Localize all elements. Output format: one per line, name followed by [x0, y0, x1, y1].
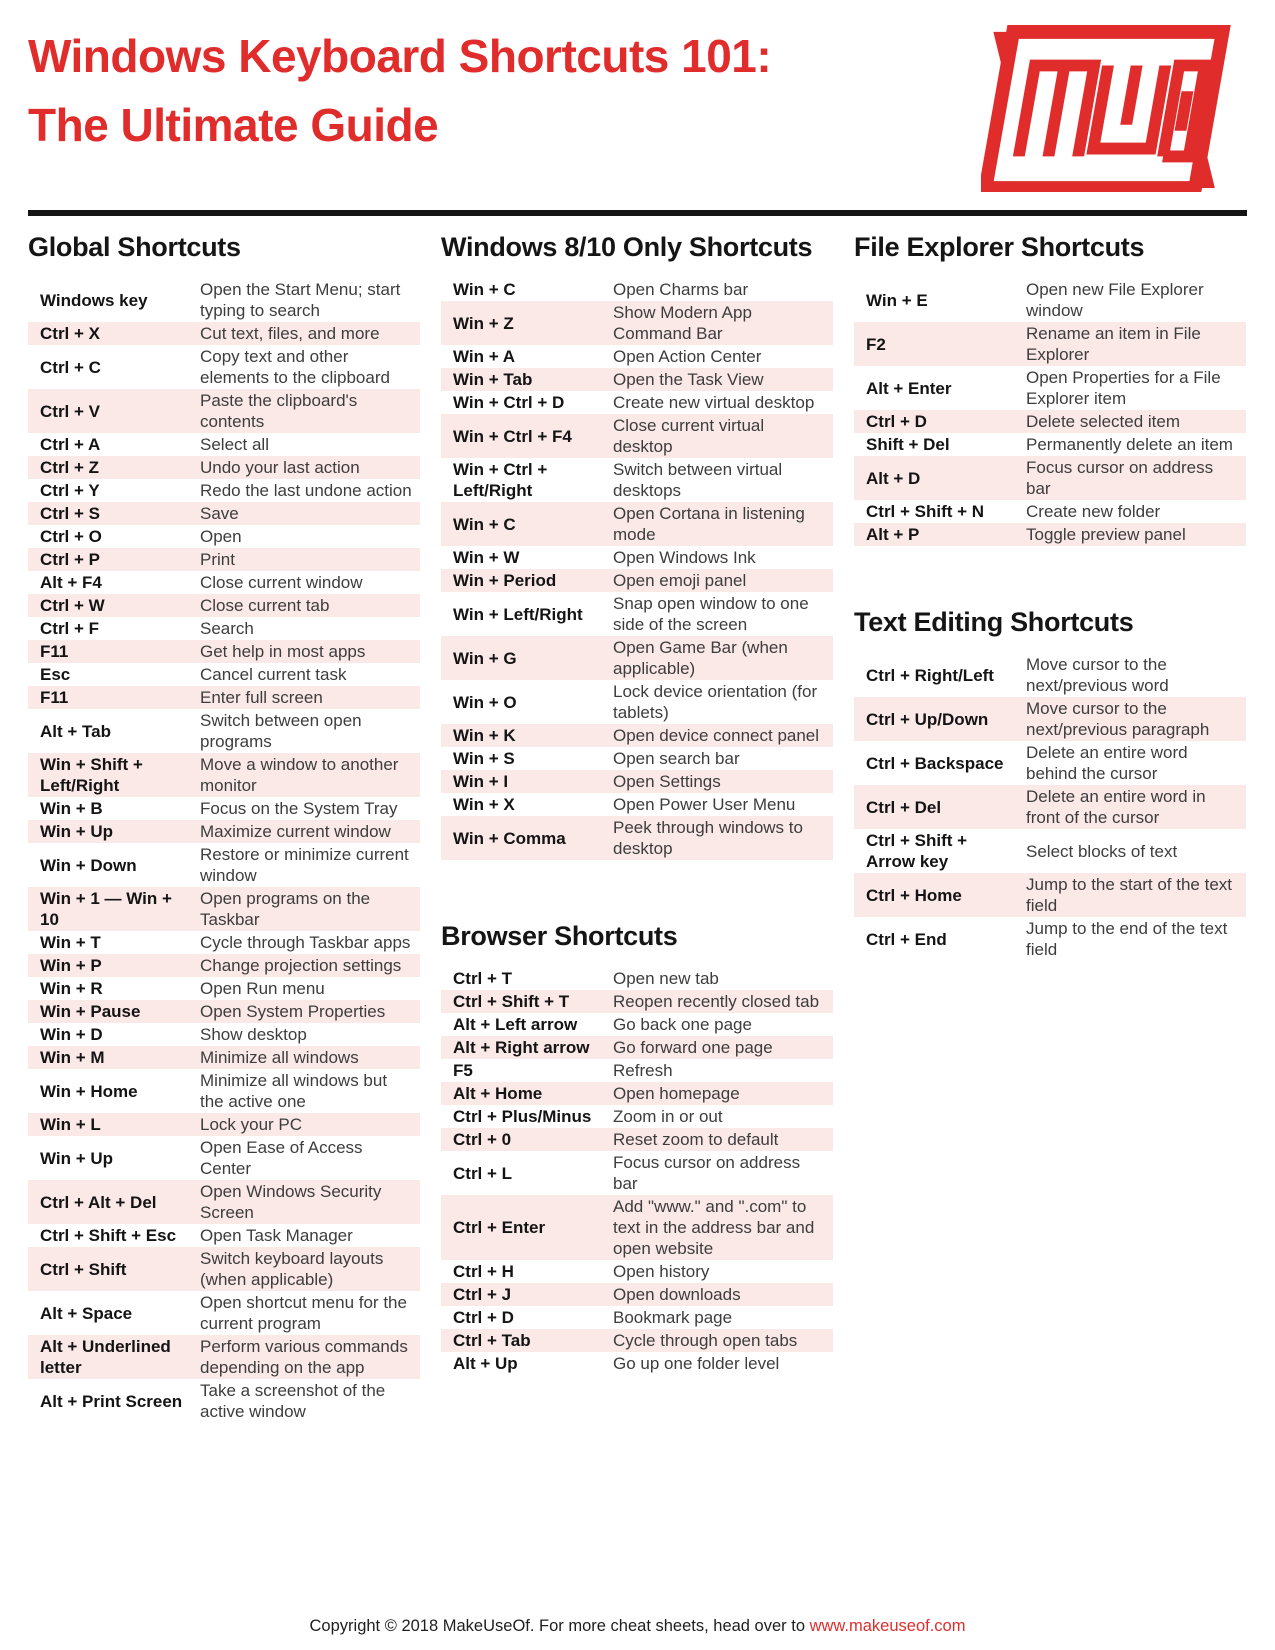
shortcut-action: Go up one folder level: [613, 1354, 780, 1373]
shortcut-action: Open Charms bar: [613, 280, 749, 299]
page-header: [28, 0, 1247, 197]
shortcut-keys: Win + Up: [40, 1148, 114, 1168]
shortcut-keys: Win + Ctrl + F4: [453, 426, 572, 446]
shortcut-row: [28, 977, 420, 1000]
shortcut-row: [854, 366, 1246, 410]
shortcut-row: [28, 686, 420, 709]
shortcut-row: [28, 931, 420, 954]
shortcut-action: Cancel current task: [200, 665, 347, 684]
shortcut-action: Permanently delete an item: [1026, 435, 1233, 454]
shortcut-action: Lock your PC: [200, 1115, 303, 1134]
shortcut-action: Paste the clipboard's contents: [200, 391, 358, 431]
shortcut-action: Open programs on the Taskbar: [200, 889, 371, 929]
shortcut-row: [28, 1335, 420, 1379]
shortcut-row: [441, 1306, 833, 1329]
shortcut-row: [28, 1224, 420, 1247]
shortcut-keys: Win + R: [40, 979, 103, 998]
shortcut-action: Lock device orientation (for tablets): [613, 682, 818, 722]
shortcut-action: Close current virtual desktop: [613, 416, 765, 456]
shortcut-action: Open device connect panel: [613, 726, 820, 745]
shortcut-action: Open Cortana in listening mode: [613, 504, 805, 544]
shortcut-action: Restore or minimize current window: [200, 845, 409, 885]
muo-logo-icon: [981, 24, 1243, 192]
shortcut-action: Open Properties for a File Explorer item: [1026, 368, 1221, 408]
shortcut-keys: Ctrl + Up/Down: [866, 709, 989, 729]
shortcut-row: [28, 753, 420, 797]
shortcut-row: [441, 724, 833, 747]
shortcut-keys: Win + M: [40, 1048, 105, 1067]
shortcut-row: [28, 663, 420, 686]
shortcut-keys: Win + Z: [453, 313, 514, 333]
shortcut-action: Copy text and other elements to the clipboard: [200, 347, 390, 387]
shortcut-action: Show Modern App Command Bar: [613, 303, 752, 343]
shortcut-row: [28, 389, 420, 433]
shortcut-row: [441, 1260, 833, 1283]
shortcut-action: Open Windows Security Screen: [200, 1182, 382, 1222]
section-heading: Text Editing Shortcuts: [854, 607, 1134, 637]
shortcut-keys: Win + E: [866, 290, 928, 310]
shortcut-keys: Win + T: [40, 933, 101, 952]
shortcut-action: Bookmark page: [613, 1308, 733, 1327]
shortcut-keys: Ctrl + A: [40, 435, 101, 454]
shortcut-action: Jump to the end of the text field: [1026, 919, 1228, 959]
shortcut-action: Cycle through Taskbar apps: [200, 933, 411, 952]
shortcut-action: Take a screenshot of the active window: [200, 1381, 386, 1421]
shortcut-action: Reopen recently closed tab: [613, 992, 820, 1011]
shortcut-action: Enter full screen: [200, 688, 323, 707]
shortcut-action: Focus cursor on address bar: [613, 1153, 801, 1193]
shortcut-keys: Alt + Left arrow: [453, 1015, 578, 1034]
shortcut-row: [441, 278, 833, 301]
shortcut-row: [441, 1329, 833, 1352]
shortcut-action: Move cursor to the next/previous word: [1026, 655, 1169, 695]
shortcut-action: Go back one page: [613, 1015, 752, 1034]
shortcut-action: Open Settings: [613, 772, 721, 791]
shortcut-keys: Win + W: [453, 548, 520, 567]
shortcut-action: Move a window to another monitor: [200, 755, 399, 795]
shortcut-keys: Alt + Up: [453, 1354, 518, 1373]
shortcut-keys: Win + Up: [40, 822, 114, 841]
shortcut-row: [854, 410, 1246, 433]
footer-link[interactable]: www.makeuseof.com: [809, 1617, 966, 1635]
shortcut-keys: Windows key: [40, 290, 148, 310]
shortcut-action: Create new virtual desktop: [613, 393, 815, 412]
shortcut-row: [854, 278, 1246, 322]
shortcut-row: [854, 785, 1246, 829]
shortcut-row: [441, 592, 833, 636]
page-title-line1: Windows Keyboard Shortcuts 101:: [28, 30, 772, 82]
shortcut-keys: Win + L: [40, 1115, 101, 1134]
shortcut-action: Open downloads: [613, 1285, 741, 1304]
shortcut-row: [854, 523, 1246, 546]
shortcut-row: [28, 617, 420, 640]
shortcut-action: Open shortcut menu for the current program: [200, 1293, 407, 1333]
shortcut-row: [441, 990, 833, 1013]
shortcut-row: [441, 569, 833, 592]
shortcut-row: [28, 479, 420, 502]
shortcut-action: Open Ease of Access Center: [200, 1138, 363, 1178]
shortcut-row: [441, 1195, 833, 1260]
shortcut-row: [28, 1247, 420, 1291]
shortcut-action: Get help in most apps: [200, 642, 366, 661]
shortcut-row: [28, 954, 420, 977]
shortcut-keys: Esc: [40, 665, 71, 684]
shortcut-row: [28, 1113, 420, 1136]
shortcut-keys: Ctrl + Plus/Minus: [453, 1107, 592, 1126]
shortcut-keys: Ctrl + Y: [40, 481, 100, 500]
shortcut-action: Reset zoom to default: [613, 1130, 779, 1149]
shortcut-keys: Alt + P: [866, 525, 920, 544]
shortcut-keys: Alt + D: [866, 468, 921, 488]
shortcut-keys: Win + P: [40, 956, 102, 975]
shortcut-action: Minimize all windows but the active one: [200, 1071, 388, 1111]
shortcut-row: [28, 278, 420, 322]
shortcut-keys: Ctrl + P: [40, 550, 100, 569]
shortcut-row: [28, 1291, 420, 1335]
shortcut-action: Open Run menu: [200, 979, 325, 998]
shortcut-action: Open Power User Menu: [613, 795, 796, 814]
shortcut-keys: Win + A: [453, 347, 516, 366]
shortcut-row: [441, 1036, 833, 1059]
shortcut-action: Cycle through open tabs: [613, 1331, 798, 1350]
shortcut-keys: Win + S: [453, 749, 515, 768]
shortcut-row: [441, 816, 833, 860]
shortcut-row: [441, 747, 833, 770]
shortcut-action: Open search bar: [613, 749, 740, 768]
shortcut-keys: Win + O: [453, 692, 517, 712]
shortcut-action: Switch keyboard layouts (when applicable): [200, 1249, 384, 1289]
section-heading: Browser Shortcuts: [441, 921, 678, 951]
shortcut-row: [441, 546, 833, 569]
shortcut-action: Refresh: [613, 1061, 673, 1080]
shortcut-row: [441, 345, 833, 368]
shortcut-row: [441, 1151, 833, 1195]
shortcut-action: Move cursor to the next/previous paragraph: [1026, 699, 1210, 739]
shortcut-table: [854, 278, 1246, 546]
shortcut-action: Open new File Explorer window: [1026, 280, 1204, 320]
shortcut-keys: F5: [453, 1061, 473, 1080]
shortcut-action: Delete selected item: [1026, 412, 1181, 431]
column-3: [854, 216, 1246, 961]
shortcut-table: [441, 278, 833, 860]
shortcut-row: [854, 829, 1246, 873]
shortcut-row: [28, 345, 420, 389]
shortcut-keys: Ctrl + Z: [40, 458, 100, 477]
shortcut-columns: [28, 216, 1247, 1423]
shortcut-action: Open Game Bar (when applicable): [613, 638, 788, 678]
shortcut-keys: Shift + Del: [866, 435, 950, 454]
shortcut-keys: Ctrl + L: [453, 1163, 513, 1183]
shortcut-keys: Alt + Tab: [40, 721, 111, 741]
shortcut-row: [28, 797, 420, 820]
shortcut-action: Change projection settings: [200, 956, 402, 975]
shortcut-keys: Win + Down: [40, 855, 137, 875]
shortcut-action: Switch between open programs: [200, 711, 362, 751]
shortcut-keys: Ctrl + W: [40, 596, 105, 615]
shortcut-row: [854, 456, 1246, 500]
shortcut-keys: Ctrl + Shift + Arrow key: [866, 831, 968, 871]
shortcut-action: Maximize current window: [200, 822, 391, 841]
shortcut-keys: Win + Pause: [40, 1002, 141, 1021]
shortcut-keys: Ctrl + Del: [866, 797, 942, 817]
shortcut-row: [28, 502, 420, 525]
shortcut-keys: Ctrl + D: [866, 412, 927, 431]
shortcut-row: [441, 1013, 833, 1036]
shortcut-action: Undo your last action: [200, 458, 360, 477]
shortcut-row: [28, 1379, 420, 1423]
shortcut-row: [441, 1352, 833, 1375]
shortcut-keys: F11: [40, 642, 69, 661]
shortcut-row: [441, 1082, 833, 1105]
shortcut-action: Focus cursor on address bar: [1026, 458, 1214, 498]
shortcut-keys: Alt + Underlined letter: [40, 1337, 171, 1377]
shortcut-keys: Alt + Print Screen: [40, 1391, 183, 1411]
shortcut-keys: Win + Ctrl + Left/Right: [453, 460, 548, 500]
shortcut-action: Save: [200, 504, 239, 523]
footer-copyright: Copyright © 2018 MakeUseOf. For more cheat sheets, head over to: [309, 1617, 810, 1635]
shortcut-keys: Ctrl + Backspace: [866, 753, 1004, 773]
shortcut-keys: Ctrl + End: [866, 929, 947, 949]
shortcut-action: Open new tab: [613, 969, 719, 988]
shortcut-row: [441, 458, 833, 502]
shortcut-row: [441, 391, 833, 414]
shortcut-action: Select all: [200, 435, 269, 454]
shortcut-row: [28, 1023, 420, 1046]
shortcut-keys: Ctrl + 0: [453, 1130, 512, 1149]
shortcut-row: [854, 697, 1246, 741]
shortcut-keys: Ctrl + H: [453, 1262, 514, 1281]
shortcut-row: [28, 456, 420, 479]
shortcut-keys: Win + X: [453, 795, 515, 814]
page-title: [28, 22, 771, 160]
section-heading: File Explorer Shortcuts: [854, 232, 1145, 262]
shortcut-action: Switch between virtual desktops: [613, 460, 783, 500]
shortcut-row: [28, 1136, 420, 1180]
shortcut-row: [28, 1180, 420, 1224]
shortcut-keys: Ctrl + O: [40, 527, 102, 546]
shortcut-keys: Win + Shift + Left/Right: [40, 755, 143, 795]
shortcut-action: Delete an entire word in front of the cursor: [1026, 787, 1206, 827]
shortcut-keys: Ctrl + Shift + T: [453, 992, 570, 1011]
shortcut-action: Open emoji panel: [613, 571, 747, 590]
shortcut-table: [28, 278, 420, 1423]
shortcut-keys: Win + Comma: [453, 828, 566, 848]
shortcut-action: Open the Start Menu; start typing to search: [200, 280, 401, 320]
shortcut-row: [854, 322, 1246, 366]
page-title-line2: The Ultimate Guide: [28, 99, 439, 151]
shortcut-row: [441, 368, 833, 391]
shortcut-keys: Ctrl + Alt + Del: [40, 1192, 157, 1212]
shortcut-keys: Win + I: [453, 772, 509, 791]
shortcut-row: [28, 1000, 420, 1023]
shortcut-keys: Ctrl + T: [453, 969, 513, 988]
shortcut-keys: Ctrl + D: [453, 1308, 514, 1327]
shortcut-row: [28, 640, 420, 663]
shortcut-keys: Win + B: [40, 799, 103, 818]
shortcut-keys: Ctrl + Shift: [40, 1259, 127, 1279]
shortcut-row: [441, 301, 833, 345]
shortcut-row: [854, 873, 1246, 917]
shortcut-action: Open Action Center: [613, 347, 762, 366]
shortcut-row: [441, 793, 833, 816]
shortcut-keys: Win + Tab: [453, 370, 533, 389]
shortcut-row: [854, 741, 1246, 785]
shortcut-action: Add "www." and ".com" to text in the address bar and open website: [613, 1197, 815, 1258]
shortcut-row: [441, 636, 833, 680]
shortcut-keys: Ctrl + C: [40, 357, 101, 377]
shortcut-action: Open System Properties: [200, 1002, 386, 1021]
shortcut-action: Perform various commands depending on the app: [200, 1337, 408, 1377]
column-2: [441, 216, 833, 1375]
shortcut-row: [28, 1046, 420, 1069]
shortcut-action: Open Task Manager: [200, 1226, 353, 1245]
shortcut-action: Close current window: [200, 573, 363, 592]
shortcut-row: [441, 1128, 833, 1151]
shortcut-action: Open history: [613, 1262, 710, 1281]
shortcut-keys: Ctrl + Enter: [453, 1218, 546, 1237]
shortcut-row: [441, 1105, 833, 1128]
shortcut-row: [28, 525, 420, 548]
shortcut-row: [28, 433, 420, 456]
shortcut-keys: F11: [40, 688, 69, 707]
shortcut-action: Redo the last undone action: [200, 481, 412, 500]
section-heading: Windows 8/10 Only Shortcuts: [441, 232, 813, 262]
shortcut-row: [441, 770, 833, 793]
shortcut-row: [441, 1283, 833, 1306]
section-heading: Global Shortcuts: [28, 232, 241, 262]
shortcut-keys: Win + 1 — Win + 10: [40, 889, 172, 929]
shortcut-action: Minimize all windows: [200, 1048, 359, 1067]
shortcut-action: Peek through windows to desktop: [613, 818, 803, 858]
shortcut-keys: Win + K: [453, 726, 516, 745]
shortcut-action: Select blocks of text: [1026, 841, 1178, 861]
shortcut-action: Open Windows Ink: [613, 548, 756, 567]
shortcut-action: Open the Task View: [613, 370, 764, 389]
shortcut-row: [854, 433, 1246, 456]
shortcut-keys: F2: [866, 334, 886, 354]
shortcut-keys: Ctrl + Tab: [453, 1331, 531, 1350]
shortcut-keys: Win + Home: [40, 1081, 138, 1101]
shortcut-action: Focus on the System Tray: [200, 799, 398, 818]
shortcut-action: Cut text, files, and more: [200, 324, 380, 343]
shortcut-keys: Ctrl + Home: [866, 885, 962, 905]
shortcut-action: Print: [200, 550, 235, 569]
shortcut-action: Snap open window to one side of the screen: [613, 594, 809, 634]
shortcut-keys: Win + Ctrl + D: [453, 393, 565, 412]
shortcut-keys: Ctrl + X: [40, 324, 100, 343]
shortcut-keys: Ctrl + V: [40, 401, 100, 421]
shortcut-action: Open homepage: [613, 1084, 740, 1103]
shortcut-table: [441, 967, 833, 1375]
shortcut-row: [441, 414, 833, 458]
shortcut-keys: Ctrl + S: [40, 504, 100, 523]
shortcut-keys: Ctrl + J: [453, 1285, 512, 1304]
shortcut-row: [441, 502, 833, 546]
shortcut-row: [28, 594, 420, 617]
shortcut-keys: Ctrl + Right/Left: [866, 665, 994, 685]
shortcut-row: [28, 1069, 420, 1113]
shortcut-row: [441, 1059, 833, 1082]
shortcut-keys: Alt + Enter: [866, 378, 952, 398]
shortcut-action: Search: [200, 619, 254, 638]
shortcut-keys: Alt + Home: [453, 1084, 543, 1103]
shortcut-row: [28, 709, 420, 753]
shortcut-row: [28, 887, 420, 931]
shortcut-keys: Alt + F4: [40, 573, 102, 592]
shortcut-keys: Alt + Space: [40, 1303, 133, 1323]
shortcut-row: [441, 967, 833, 990]
shortcut-row: [28, 820, 420, 843]
shortcut-table: [854, 653, 1246, 961]
shortcut-keys: Ctrl + F: [40, 619, 100, 638]
shortcut-row: [28, 322, 420, 345]
shortcut-action: Create new folder: [1026, 502, 1161, 521]
muo-logo: [981, 24, 1243, 197]
footer: [28, 1617, 1247, 1650]
shortcut-action: Close current tab: [200, 596, 330, 615]
shortcut-keys: Alt + Right arrow: [453, 1038, 590, 1057]
shortcut-keys: Win + Period: [453, 571, 557, 590]
shortcut-action: Open: [200, 527, 242, 546]
column-1: [28, 216, 420, 1423]
shortcut-keys: Win + D: [40, 1025, 103, 1044]
shortcut-keys: Win + Left/Right: [453, 604, 583, 624]
shortcut-keys: Win + G: [453, 648, 517, 668]
shortcut-action: Delete an entire word behind the cursor: [1026, 743, 1188, 783]
shortcut-keys: Ctrl + Shift + Esc: [40, 1226, 177, 1245]
shortcut-keys: Win + C: [453, 514, 516, 534]
shortcut-keys: Win + C: [453, 280, 516, 299]
shortcut-row: [28, 571, 420, 594]
shortcut-row: [28, 548, 420, 571]
shortcut-action: Rename an item in File Explorer: [1026, 324, 1201, 364]
shortcut-action: Zoom in or out: [613, 1107, 723, 1126]
shortcut-row: [28, 843, 420, 887]
shortcut-row: [854, 917, 1246, 961]
shortcut-action: Show desktop: [200, 1025, 307, 1044]
shortcut-action: Jump to the start of the text field: [1026, 875, 1232, 915]
shortcut-row: [854, 653, 1246, 697]
shortcut-keys: Ctrl + Shift + N: [866, 502, 985, 521]
shortcut-action: Go forward one page: [613, 1038, 773, 1057]
shortcut-row: [854, 500, 1246, 523]
shortcut-action: Toggle preview panel: [1026, 525, 1186, 544]
shortcut-row: [441, 680, 833, 724]
